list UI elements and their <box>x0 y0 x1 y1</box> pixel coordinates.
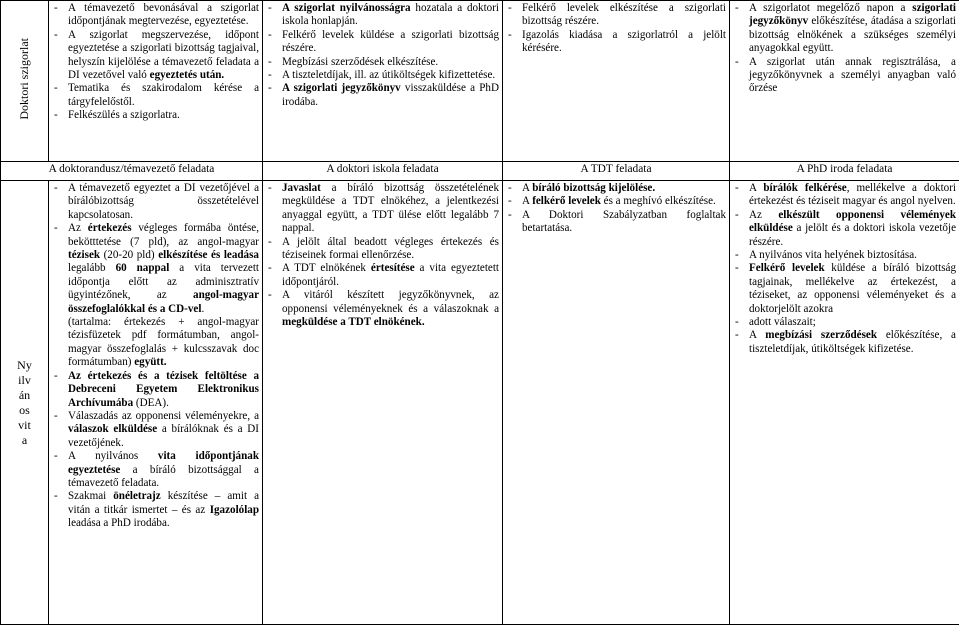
task-item <box>506 209 726 236</box>
task-list <box>266 2 499 109</box>
task-text: A szigorlat megszervezése, időpont egyeztetése a szigorlati bizottság tagjaival, helyszín kijelölése a témavezető feladata a DI vezetővel való <box>68 29 259 81</box>
task-item <box>52 410 259 450</box>
task-text: A <box>522 182 532 194</box>
emphasized-text: tézisek <box>68 249 100 261</box>
emphasized-text: önéletrajz <box>113 490 160 502</box>
task-item <box>266 82 499 109</box>
task-text: Felkérő levelek elkészítése a szigorlati bizottság részére. <box>522 2 726 27</box>
task-item <box>52 82 259 109</box>
vita-doktori-iskola-cell <box>263 181 503 625</box>
task-text: Megbízási szerződések elkészítése. <box>282 56 438 68</box>
task-text: . <box>201 303 204 315</box>
emphasized-text: elkészítése és leadása <box>158 249 259 261</box>
task-text: Az <box>749 209 778 221</box>
task-item <box>266 69 499 82</box>
task-item <box>733 209 956 249</box>
task-text: A <box>749 182 763 194</box>
task-text: készítése – amit a vitán a titkár ismertet – és az <box>68 490 259 515</box>
emphasized-text: egyeztetés után. <box>150 69 225 81</box>
task-item <box>506 2 726 29</box>
task-text: Az <box>68 222 88 234</box>
szigorlat-doktori-iskola-cell <box>263 1 503 162</box>
emphasized-text: elkészült opponensi vélemények elküldése <box>749 209 956 234</box>
szigorlat-phd-iroda-cell <box>730 1 959 162</box>
emphasized-text: A szigorlat nyilvánosságra <box>282 2 411 14</box>
side-label-szigorlat <box>1 1 49 162</box>
task-text: Felkészülés a szigorlatra. <box>68 109 180 121</box>
emphasized-text: bíráló bizottság kijelölése. <box>532 182 655 194</box>
emphasized-text: Az értekezés és a tézisek feltöltése a Debreceni Egyetem Elektronikus Archívumába <box>68 370 259 409</box>
task-text: a jelölt és a doktori iskola vezetője részére. <box>749 222 956 247</box>
side-label-part: Ny <box>1 358 48 373</box>
task-text: A szigorlat után annak regisztrálása, a jegyzőkönyvnek a személyi anyagban való őrzése <box>749 56 956 95</box>
task-item <box>266 56 499 69</box>
task-text: (tartalma: értekezés + angol-magyar tézisfüzetek pdf formátumban, angol-magyar összefoglalás + kulcsszavak doc formátumban) <box>68 316 259 368</box>
task-text: és a meghívó elkészítése. <box>601 195 716 207</box>
emphasized-text: megküldése a TDT elnökének. <box>282 316 425 328</box>
task-text: A jelölt által beadott végleges értekezés és téziseinek formai ellenőrzése. <box>282 236 499 261</box>
task-text: A TDT elnökének <box>282 262 371 274</box>
emphasized-text: Javaslat <box>282 182 321 194</box>
task-list <box>733 182 956 356</box>
task-item <box>733 56 956 96</box>
task-item <box>52 2 259 29</box>
task-text: A tiszteletdíjak, ill. az útiköltségek kifizettetése. <box>282 69 495 81</box>
emphasized-text: értekezés <box>88 222 132 234</box>
side-label-part: a <box>1 433 48 448</box>
task-item <box>506 195 726 208</box>
task-list <box>52 2 259 123</box>
emphasized-text: szigorlati jegyzőkönyv <box>749 2 956 27</box>
task-text: a bírálóknak és a DI vezetőjének. <box>68 423 259 448</box>
task-text: A témavezető bevonásával a szigorlat időpontjának megtervezése, egyeztetése. <box>68 2 259 27</box>
task-item <box>266 29 499 56</box>
emphasized-text: bírálók felkérése <box>763 182 846 194</box>
task-item <box>733 316 956 329</box>
side-label-nyilvanos-vita-text <box>1 358 48 448</box>
emphasized-text: vita időpontjának egyeztetése <box>68 450 259 475</box>
task-item <box>266 2 499 29</box>
emphasized-text: A szigorlati jegyzőkönyv <box>282 82 401 94</box>
side-label-part: vit <box>1 418 48 433</box>
vita-phd-iroda-cell <box>730 181 959 625</box>
task-text: Szakmai <box>68 490 113 502</box>
task-item <box>266 289 499 329</box>
task-text: hozatala a doktori iskola honlapján. <box>282 2 499 27</box>
task-item <box>52 182 259 222</box>
task-text: A szigorlatot megelőző napon a <box>749 2 912 14</box>
task-text: (DEA). <box>133 397 169 409</box>
task-text: A nyilvános <box>68 450 158 462</box>
task-item <box>52 316 259 370</box>
vita-tdt-cell <box>503 181 730 625</box>
task-text: végleges formába öntése, bekötttetése (7 pld), az angol-magyar <box>68 222 259 247</box>
task-item <box>733 182 956 209</box>
task-text: A vitáról készített jegyzőkönyvnek, az opponensi véleményeknek és a válaszoknak a <box>282 289 499 314</box>
task-item <box>52 490 259 530</box>
task-text: a bíráló bizottsággal a témavezető feladata. <box>68 464 259 489</box>
emphasized-text: felkérő <box>532 195 565 207</box>
task-item <box>52 370 259 410</box>
task-list <box>506 182 726 236</box>
task-item <box>733 262 956 316</box>
emphasized-text: értesítése <box>371 262 415 274</box>
task-text: Válaszadás az opponensi véleményekre, a <box>68 410 259 422</box>
task-text: Igazolás kiadása a szigorlatról a jelölt kérésére. <box>522 29 726 54</box>
task-text: a vita tervezett időpontja előtt az adminisztratív ügyintézőnek, az <box>68 262 259 301</box>
task-item <box>733 249 956 262</box>
side-label-part: os <box>1 403 48 418</box>
header-doktori-iskola: A doktori iskola feladata <box>263 162 503 181</box>
emphasized-text: Igazolólap <box>210 504 259 516</box>
side-label-szigorlat-text: Doktori szigorlat <box>18 38 31 120</box>
task-item <box>733 2 956 56</box>
task-text: a bíráló bizottság összetételének megküldése a TDT elnökéhez, a jelentkezési anyaggal együtt, a TDT ülése előtt legalább 7 nappal. <box>282 182 499 234</box>
szigorlat-doktorandusz-cell <box>49 1 263 162</box>
emphasized-text: Felkérő levelek <box>749 262 825 274</box>
emphasized-text: levelek <box>568 195 601 207</box>
task-text: A <box>522 195 532 207</box>
task-text: előkészítése, a tiszteletdíjak, útiköltségek kifizetése. <box>749 329 956 354</box>
emphasized-text: angol-magyar összefoglalókkal és a CD-vel <box>68 289 259 314</box>
task-item <box>266 182 499 236</box>
task-text: a vita egyeztetett időpontjáról. <box>282 262 499 287</box>
task-item <box>266 262 499 289</box>
emphasized-text: megbízási szerződések <box>765 329 877 341</box>
task-item <box>52 450 259 490</box>
task-text: küldése a bíráló bizottság tagjainak, mellékelve az értekezést, a téziseket, az opponensi véleményeket és a doktorjelölt azokra <box>749 262 956 314</box>
side-label-part: ilv <box>1 373 48 388</box>
task-text: Felkérő levelek küldése a szigorlati bizottság részére. <box>282 29 499 54</box>
szigorlat-tdt-cell <box>503 1 730 162</box>
header-doktorandusz: A doktorandusz/témavezető feladata <box>1 162 263 181</box>
task-text: A <box>749 329 765 341</box>
task-text: legalább <box>68 262 116 274</box>
task-item <box>506 29 726 56</box>
side-label-nyilvanos-vita <box>1 181 49 625</box>
task-item <box>266 236 499 263</box>
emphasized-text: együtt. <box>134 356 166 368</box>
task-item <box>52 109 259 122</box>
task-text: Tematika és szakirodalom kérése a tárgyfelelőstől. <box>68 82 259 107</box>
task-item <box>506 182 726 195</box>
emphasized-text: 60 nappal <box>116 262 170 274</box>
task-text: A nyilvános vita helyének biztosítása. <box>749 249 917 261</box>
task-text: , mellékelve a doktori értekezést és téziseit magyar és angol nyelven. <box>749 182 956 207</box>
task-text: (20-20 pld) <box>100 249 158 261</box>
task-text: előkészítése, átadása a szigorlati bizottság elnökének a szükséges személyi anyagokkal együtt. <box>749 15 956 54</box>
task-item <box>52 29 259 83</box>
task-list <box>733 2 956 96</box>
task-item <box>733 329 956 356</box>
side-label-part: án <box>1 388 48 403</box>
task-text: adott válaszait; <box>749 316 816 328</box>
task-text: A Doktori Szabályzatban foglaltak betartatása. <box>522 209 726 234</box>
task-list <box>266 182 499 329</box>
header-phd-iroda: A PhD iroda feladata <box>730 162 959 181</box>
task-text: visszaküldése a PhD irodába. <box>282 82 499 107</box>
task-item <box>52 222 259 316</box>
header-tdt: A TDT feladata <box>503 162 730 181</box>
task-list <box>506 2 726 56</box>
emphasized-text: válaszok elküldése <box>68 423 157 435</box>
task-list <box>52 182 259 531</box>
task-text: leadása a PhD irodába. <box>68 517 170 529</box>
task-text: A témavezető egyeztet a DI vezetőjével a bírálóbizottság összetételével kapcsolatosan. <box>68 182 259 221</box>
vita-doktorandusz-cell <box>49 181 263 625</box>
